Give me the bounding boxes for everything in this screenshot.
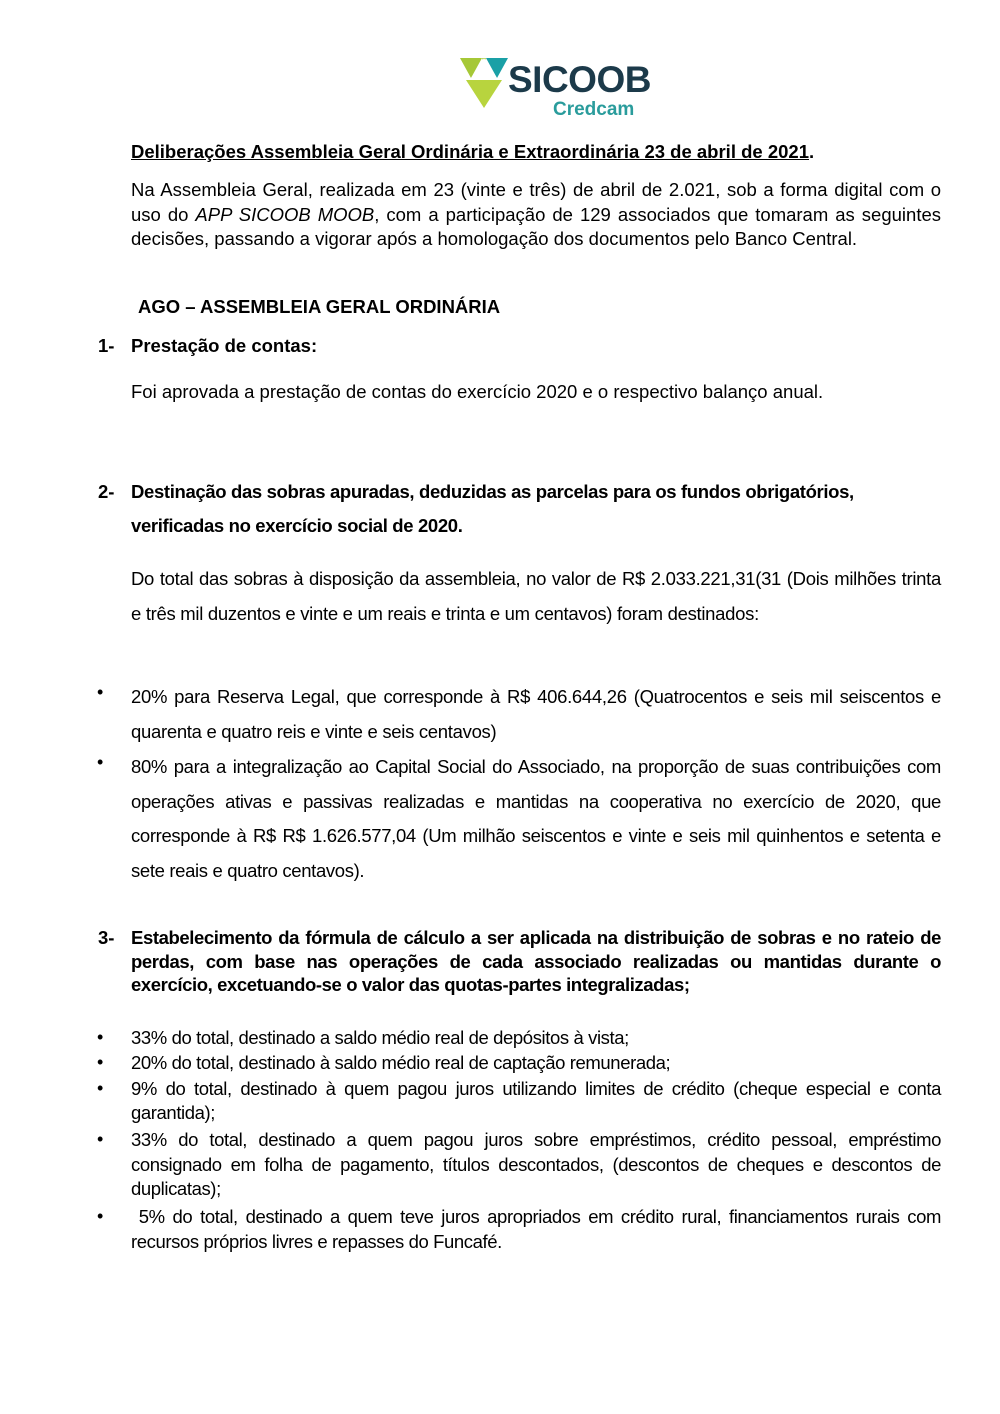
intro-paragraph xyxy=(131,178,941,252)
bullet-text: 20% para Reserva Legal, que corresponde à R$ 406.644,26 (Quatrocentos e seis mil seiscentos e quarenta e quatro reis e vinte e seis centavos) xyxy=(131,686,941,742)
intro-text-1: Na Assembleia Geral, realizada em 23 (vinte e três) de abril de 2.021, sob a forma digital com o uso do xyxy=(131,179,941,225)
section-2-title-line2: verificadas no exercício social de 2020. xyxy=(131,515,463,536)
bullet-icon: • xyxy=(97,1052,104,1072)
section-2-bullet xyxy=(97,750,942,890)
document-title-underlined: Deliberações Assembleia Geral Ordinária e Extraordinária 23 de abril de 2021 xyxy=(131,141,809,162)
section-2-paragraph: Do total das sobras à disposição da assembleia, no valor de R$ 2.033.221,31(31 (Dois milhões trinta e três mil duzentos e vinte e um reais e trinta e um centavos) foram destinados: xyxy=(131,568,941,624)
logo-sub-text: Credcam xyxy=(553,99,635,120)
bullet-icon: • xyxy=(97,1129,104,1149)
document-title-period: . xyxy=(808,141,815,162)
bullet-icon: • xyxy=(97,1206,104,1226)
bullet-icon: • xyxy=(97,752,104,772)
section-3-number: 3- xyxy=(98,927,115,948)
ago-heading: AGO – ASSEMBLEIA GERAL ORDINÁRIA xyxy=(138,296,501,317)
document-title xyxy=(131,140,814,164)
logo-brand-text: SICOOB xyxy=(508,59,651,100)
bullet-text: 9% do total, destinado à quem pagou juros utilizando limites de crédito (cheque especial e conta garantida); xyxy=(131,1078,941,1123)
bullet-text: 33% do total, destinado a quem pagou juros sobre empréstimos, crédito pessoal, empréstimo consignado em folha de pagamento, títulos descontados, (descontos de cheques e descontos de duplicatas); xyxy=(131,1129,941,1199)
section-2-title-line1: Destinação das sobras apuradas, deduzidas as parcelas para os fundos obrigatórios, xyxy=(131,481,854,502)
section-3-title: Estabelecimento da fórmula de cálculo a ser aplicada na distribuição de sobras e no rateio de perdas, com base nas operações de cada associado realizadas ou mantidas durante o exercício, excetuando-se o valor das quotas-partes integralizadas; xyxy=(131,927,941,995)
section-1-number: 1- xyxy=(98,335,115,356)
intro-text-2: , com a participação de 129 associados que tomaram as seguintes decisões, passando a vigorar após a homologação dos documentos pelo Banco Central. xyxy=(131,203,941,249)
section-1-paragraph: Foi aprovada a prestação de contas do exercício 2020 e o respectivo balanço anual. xyxy=(131,381,824,402)
bullet-text: 33% do total, destinado a saldo médio real de depósitos à vista; xyxy=(131,1027,629,1048)
bullet-icon: • xyxy=(97,1027,104,1047)
bullet-text: 80% para a integralização ao Capital Social do Associado, na proporção de suas contribuições com operações ativas e passivas realizadas e mantidas na cooperativa no exercício de 2020, que corresponde à R$ R$ 1.626.577,04 (Um milhão seiscentos e vinte e seis mil quinhentos e setenta e sete reais e quatro centavos). xyxy=(131,756,941,881)
sicoob-triangle-icon xyxy=(460,58,508,108)
bullet-icon: • xyxy=(97,682,104,702)
bullet-text: 20% do total, destinado à saldo médio real de captação remunerada; xyxy=(131,1052,671,1073)
section-2-bullet xyxy=(97,680,942,750)
bullet-text: 5% do total, destinado a quem teve juros apropriados em crédito rural, financiamentos rurais com recursos próprios livres e repasses do Funcafé. xyxy=(131,1206,946,1252)
bullet-icon: • xyxy=(97,1078,104,1098)
sicoob-credcam-logo xyxy=(460,58,651,122)
intro-app-name: APP SICOOB MOOB xyxy=(195,203,375,225)
section-1-title: Prestação de contas: xyxy=(131,335,318,356)
section-2-number: 2- xyxy=(98,481,115,502)
